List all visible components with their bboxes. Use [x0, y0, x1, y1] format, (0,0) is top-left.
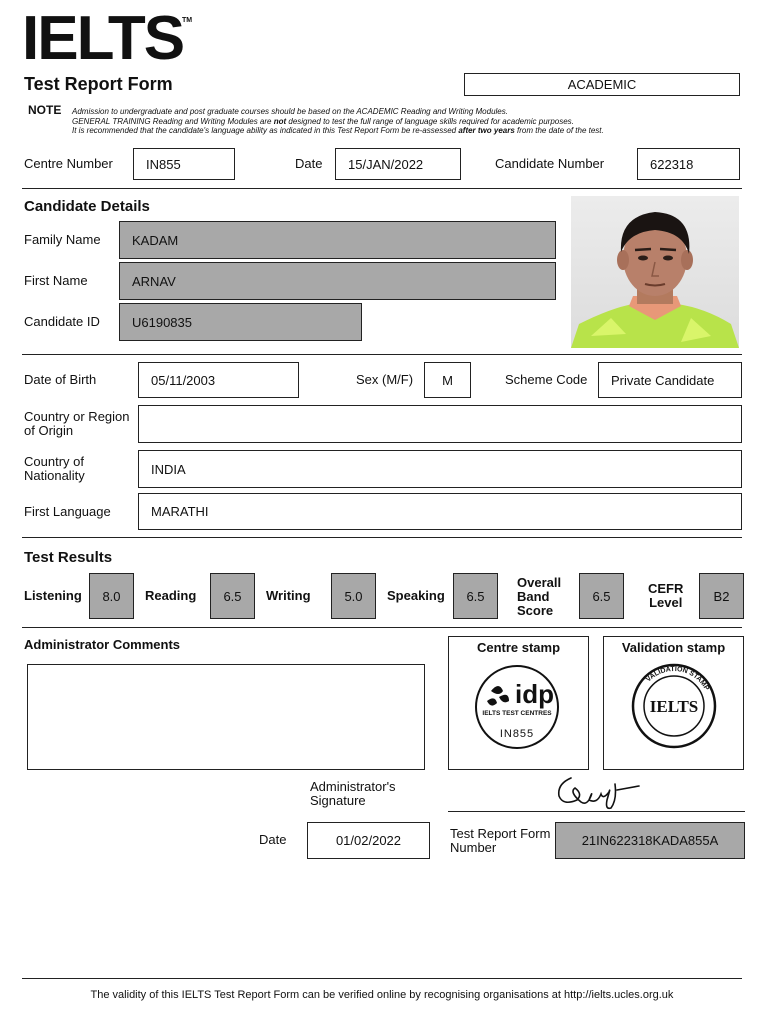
note-line-1: Admission to undergraduate and post graduate courses should be based on the ACADEMIC Reading and Writing Modules.: [72, 107, 508, 116]
module-box: ACADEMIC: [464, 73, 740, 96]
overall-band-score: 6.5: [579, 573, 624, 619]
first-language-field: MARATHI: [138, 493, 742, 530]
ielts-logo: [22, 4, 184, 73]
listening-label: Listening: [24, 588, 82, 603]
origin-label: Country or Region of Origin: [24, 409, 130, 438]
candidate-details-heading: Candidate Details: [24, 198, 150, 215]
admin-comments-box: [27, 664, 425, 770]
sex-field: M: [424, 362, 471, 398]
family-name-field: KADAM: [119, 221, 556, 259]
dob-field: 05/11/2003: [138, 362, 299, 398]
test-date-field: 15/JAN/2022: [335, 148, 461, 180]
scheme-code-field: Private Candidate: [598, 362, 742, 398]
idp-logo-text: idp: [515, 679, 554, 709]
writing-score: 5.0: [331, 573, 376, 619]
reading-label: Reading: [145, 588, 197, 603]
note-line-3: It is recommended that the candidate's language ability as indicated in this Test Report Form be re-assessed after two years from the date of the test.: [72, 126, 604, 135]
overall-band-label: Overall Band Score: [517, 575, 562, 618]
centre-stamp-box: [448, 636, 589, 770]
ielts-validation-seal: [604, 663, 745, 763]
admin-signature: [553, 770, 653, 814]
divider: [22, 627, 742, 628]
idp-centre-code: IN855: [499, 728, 535, 740]
candidate-photo: [571, 196, 739, 348]
first-language-label: First Language: [24, 504, 111, 519]
note-text: [72, 107, 752, 136]
speaking-label: Speaking: [387, 588, 445, 603]
candidate-number-label: Candidate Number: [495, 156, 605, 171]
ielts-logo-text: IELTS: [22, 4, 184, 73]
admin-signature-label: Administrator's Signature: [310, 779, 396, 808]
validation-center-text: IELTS: [649, 697, 699, 716]
sex-label: Sex (M/F): [356, 372, 414, 387]
divider: [22, 188, 742, 189]
reading-score: 6.5: [210, 573, 255, 619]
centre-stamp-label: Centre stamp: [476, 640, 561, 655]
divider: [22, 537, 742, 538]
cefr-level-label: CEFR Level: [648, 581, 684, 610]
scheme-code-label: Scheme Code: [505, 372, 588, 387]
admin-date-field: 01/02/2022: [307, 822, 430, 859]
nationality-field: INDIA: [138, 450, 742, 488]
signature-line: [448, 811, 745, 812]
test-results-heading: Test Results: [24, 549, 113, 566]
note-label: NOTE: [28, 103, 62, 117]
form-title: Test Report Form: [24, 74, 173, 94]
idp-subtitle: IELTS TEST CENTRES: [482, 710, 552, 717]
admin-comments-label: Administrator Comments: [24, 637, 181, 652]
origin-field: [138, 405, 742, 443]
first-name-field: ARNAV: [119, 262, 556, 300]
footer-divider: [22, 978, 742, 979]
candidate-number-field: 622318: [637, 148, 740, 180]
divider: [22, 354, 742, 355]
first-name-label: First Name: [24, 273, 88, 288]
centre-number-field: IN855: [133, 148, 235, 180]
footer-text: The validity of this IELTS Test Report Form can be verified online by recognising organisations at http://ielts.ucles.org.uk: [90, 989, 674, 1001]
candidate-id-field: U6190835: [119, 303, 362, 341]
cefr-level-score: B2: [699, 573, 744, 619]
test-date-label: Date: [295, 156, 323, 171]
trademark-mark: TM: [182, 17, 193, 24]
note-line-2: GENERAL TRAINING Reading and Writing Modules are not designed to test the full range of language skills required for academic purposes.: [72, 116, 574, 126]
validation-stamp-label: Validation stamp: [621, 640, 726, 655]
speaking-score: 6.5: [453, 573, 498, 619]
dob-label: Date of Birth: [24, 372, 97, 387]
family-name-label: Family Name: [24, 232, 101, 247]
idp-stamp: [449, 663, 590, 763]
nationality-label: Country of Nationality: [24, 454, 85, 483]
trf-number-field: 21IN622318KADA855A: [555, 822, 745, 859]
trf-number-label: Test Report Form Number: [450, 826, 551, 855]
candidate-id-label: Candidate ID: [24, 314, 100, 329]
listening-score: 8.0: [89, 573, 134, 619]
admin-date-label: Date: [259, 832, 287, 847]
centre-number-label: Centre Number: [24, 156, 113, 171]
validation-stamp-box: [603, 636, 744, 770]
writing-label: Writing: [266, 588, 311, 603]
validation-ring-text: VALIDATION STAMP: [645, 665, 710, 692]
